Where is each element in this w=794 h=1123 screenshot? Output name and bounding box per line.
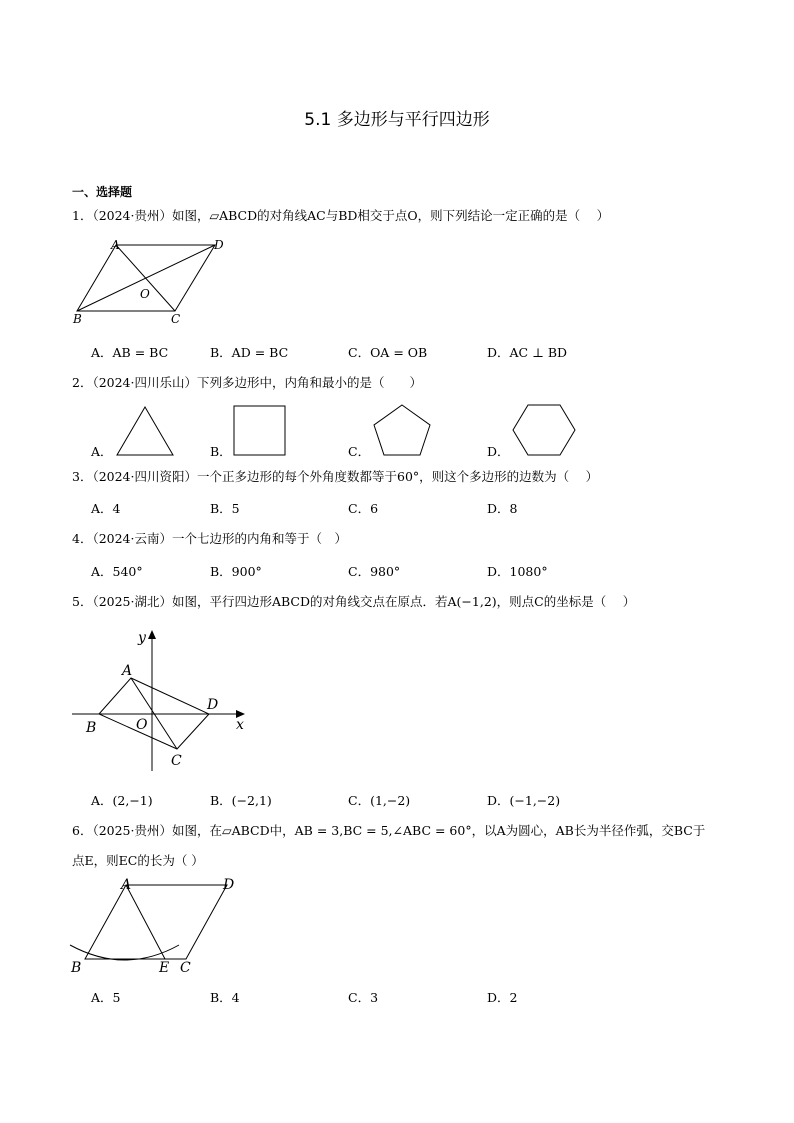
q2-option-c: C．	[348, 444, 371, 459]
q6-option-a: A．5	[91, 990, 121, 1005]
q1-label-d: D	[214, 238, 224, 252]
q5-label-c: C	[171, 753, 182, 769]
q3-option-b: B．5	[210, 501, 240, 516]
q6-label-e: E	[159, 960, 170, 976]
q6-option-d: D．2	[487, 990, 518, 1005]
question-1-text: 1．（2024·贵州）如图，▱ABCD的对角线AC与BD相交于点O，则下列结论一定正确的是（ ）	[72, 208, 610, 223]
q5-label-a: A	[122, 663, 133, 679]
q5-option-c: C．(1,−2)	[348, 793, 411, 808]
question-2-text: 2．（2024·四川乐山）下列多边形中，内角和最小的是（ ）	[72, 375, 422, 390]
question-4-text: 4．（2024·云南）一个七边形的内角和等于（ ）	[72, 531, 347, 546]
q1-option-b: B．AD = BC	[210, 345, 289, 360]
q4-option-b: B．900°	[210, 564, 262, 579]
q1-label-b: B	[73, 312, 82, 326]
q1-label-c: C	[171, 312, 181, 326]
q4-option-c: C．980°	[348, 564, 401, 579]
square-shape	[233, 405, 287, 457]
q1-option-d: D．AC ⊥ BD	[487, 345, 568, 360]
hexagon-shape	[511, 403, 577, 457]
q5-label-d: D	[207, 697, 219, 713]
pentagon-shape	[371, 403, 433, 457]
question-3-text: 3．（2024·四川资阳）一个正多边形的每个外角度数都等于60°，则这个多边形的边数为（ ）	[72, 469, 599, 484]
question-5-figure	[68, 625, 258, 775]
question-6-text-line2: 点E，则EC的长为（ ）	[72, 853, 204, 868]
q5-option-a: A．(2,−1)	[91, 793, 153, 808]
page-title: 5.1 多边形与平行四边形	[304, 110, 490, 130]
question-5-text: 5．（2025·湖北）如图，平行四边形ABCD的对角线交点在原点．若A(−1,2)，则点C的坐标是（ ）	[72, 594, 636, 609]
q1-label-a: A	[111, 238, 120, 252]
question-6-text-line1: 6．（2025·贵州）如图，在▱ABCD中，AB = 3,BC = 5,∠ABC = 60°，以A为圆心，AB长为半径作弧，交BC于	[72, 823, 706, 838]
question-1-figure	[70, 235, 230, 330]
q3-option-a: A．4	[91, 501, 121, 516]
triangle-shape	[116, 405, 176, 457]
q3-option-c: C．6	[348, 501, 379, 516]
q6-option-b: B．4	[210, 990, 240, 1005]
q2-option-b: B．	[210, 444, 232, 459]
q1-option-c: C．OA = OB	[348, 345, 428, 360]
q6-label-b: B	[71, 960, 82, 976]
q5-option-b: B．(−2,1)	[210, 793, 272, 808]
q5-label-b: B	[86, 720, 97, 736]
q6-option-c: C．3	[348, 990, 379, 1005]
q1-label-o: O	[140, 287, 150, 301]
q2-option-d: D．	[487, 444, 510, 459]
q3-option-d: D．8	[487, 501, 518, 516]
q4-option-a: A．540°	[91, 564, 143, 579]
question-6-figure	[66, 875, 256, 980]
q5-label-o: O	[136, 717, 148, 733]
q6-label-c: C	[180, 960, 191, 976]
q5-option-d: D．(−1,−2)	[487, 793, 561, 808]
q5-label-x: x	[236, 717, 244, 733]
q4-option-d: D．1080°	[487, 564, 548, 579]
q6-label-d: D	[223, 877, 235, 893]
section-heading: 一、选择题	[72, 185, 133, 199]
q6-label-a: A	[121, 877, 132, 893]
q5-label-y: y	[138, 630, 146, 646]
q1-option-a: A．AB = BC	[91, 345, 169, 360]
q2-option-a: A．	[91, 444, 113, 459]
